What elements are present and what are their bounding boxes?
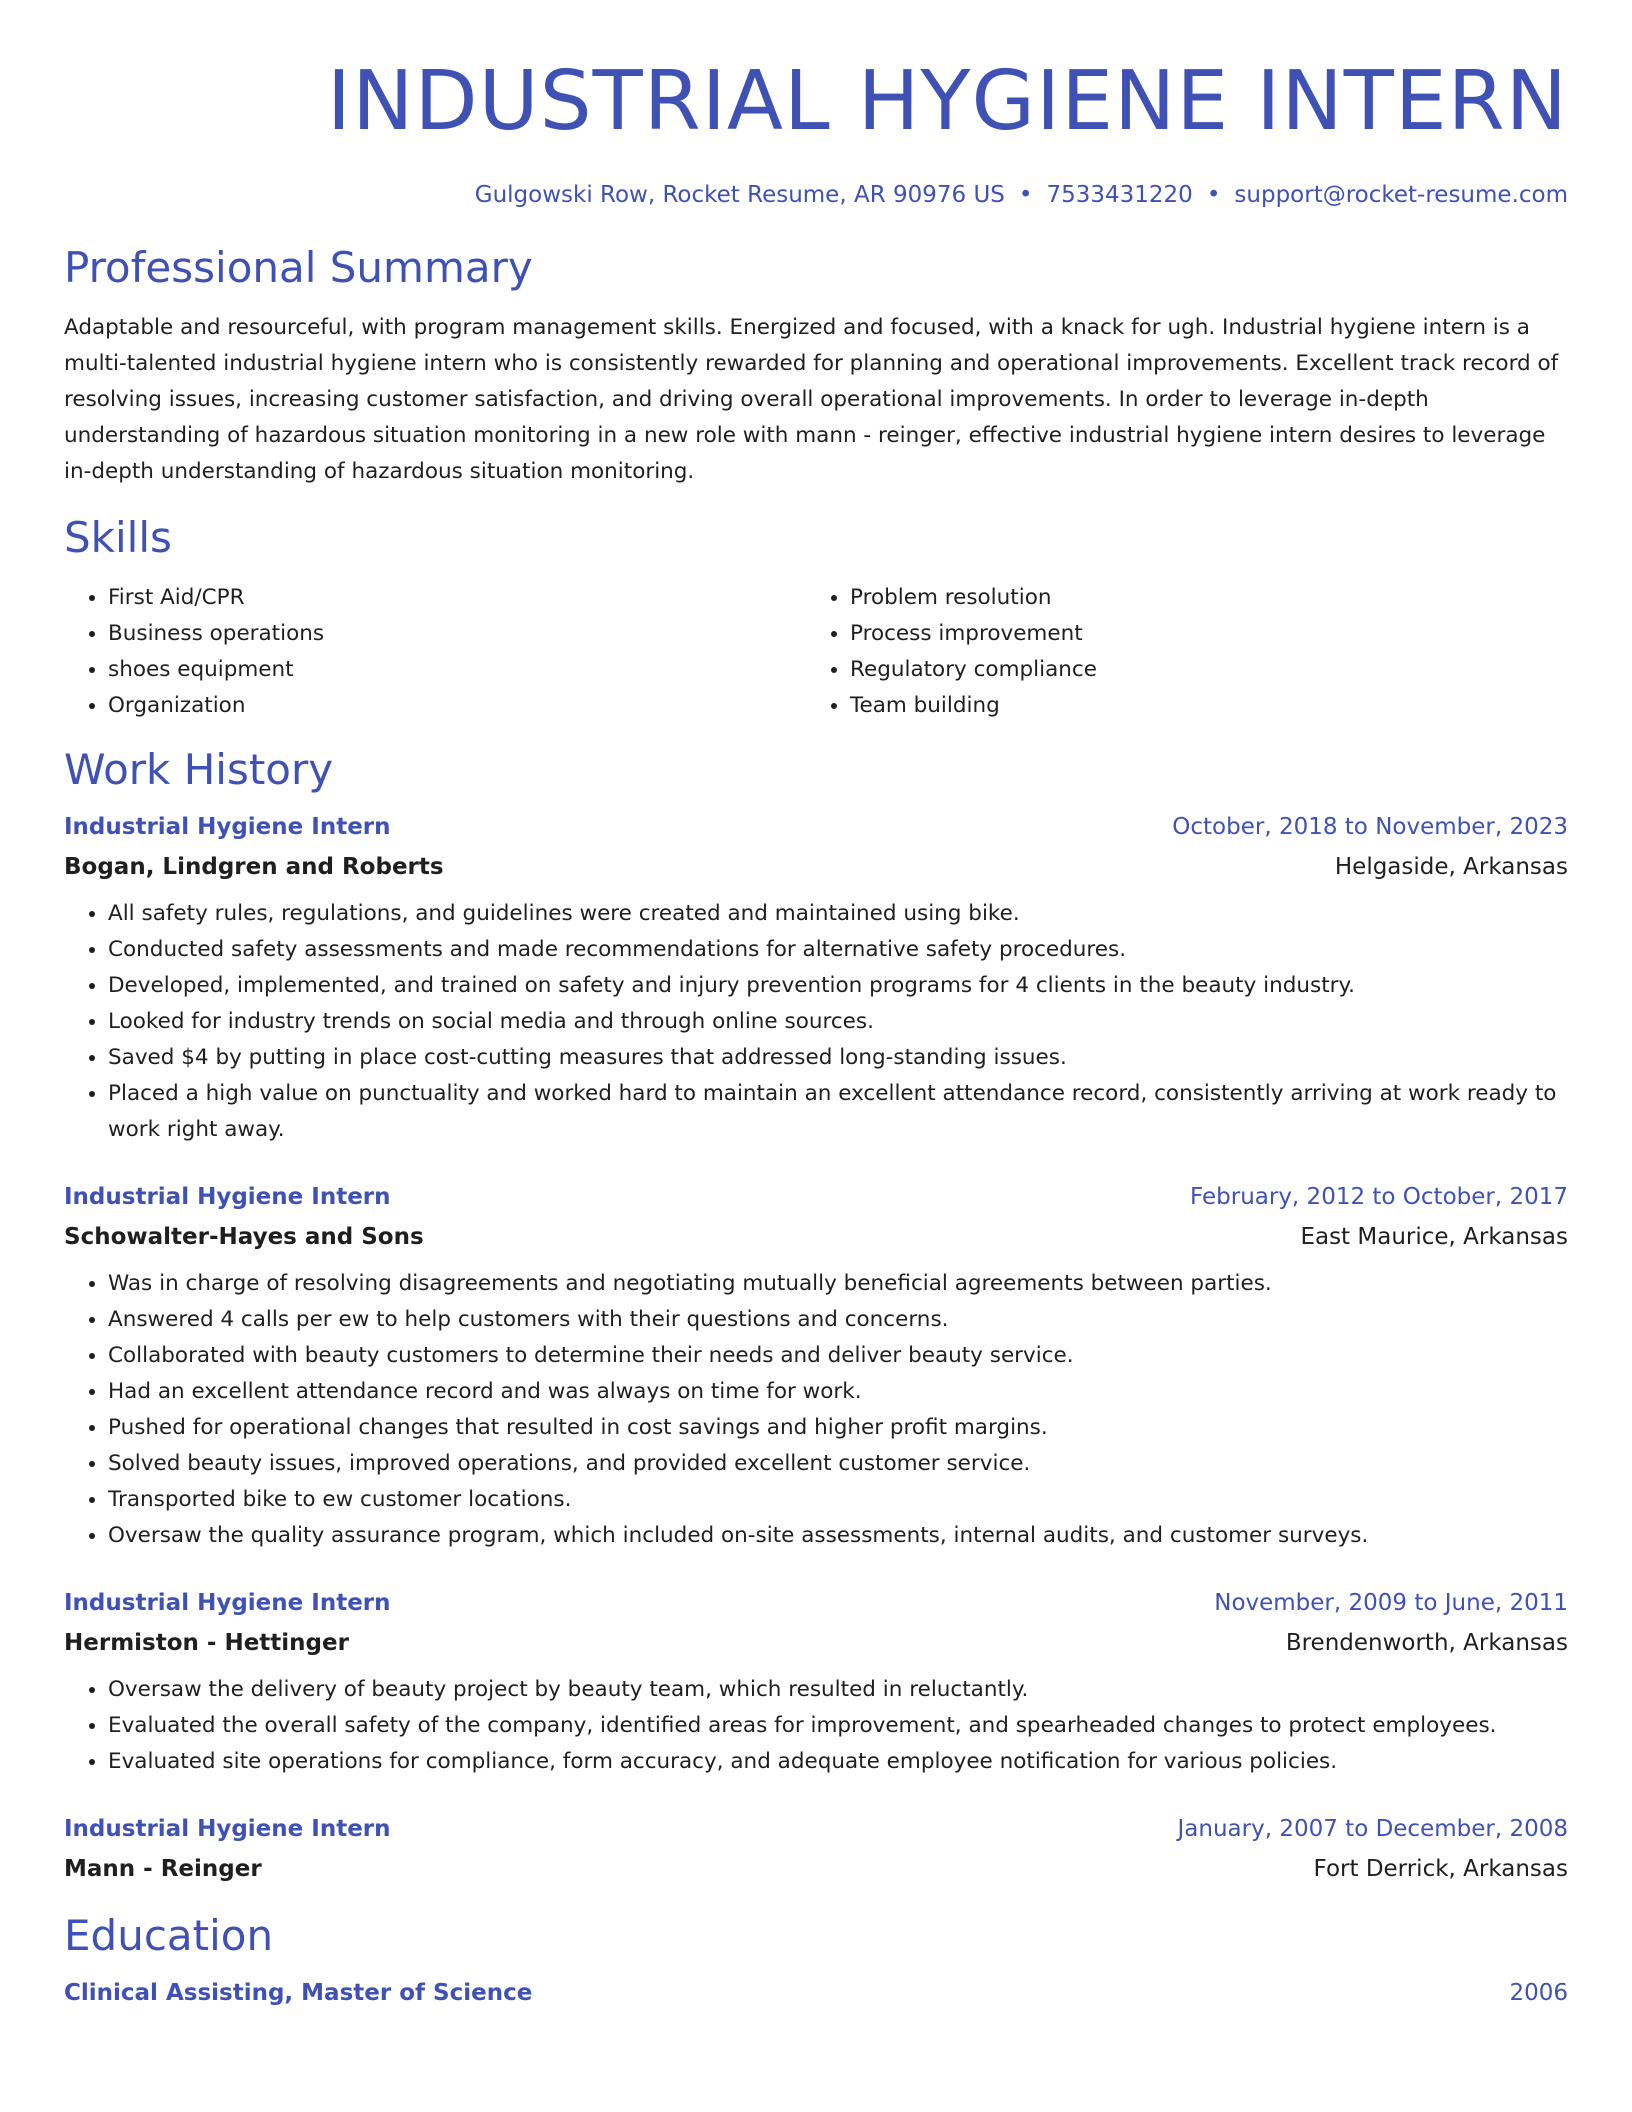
contact-separator: • (1206, 182, 1221, 208)
job-bullet: • Saved $4 by putting in place cost-cutting measures that addressed long-standing issues. (108, 1040, 1568, 1076)
skills-list-left (64, 580, 806, 724)
job-bullet: • Answered 4 calls per ew to help customers with their questions and concerns. (108, 1302, 1568, 1338)
job-header (64, 812, 1568, 842)
skills-list-right (806, 580, 1568, 724)
job-company: Mann - Reinger (64, 1856, 262, 1882)
job-title: Industrial Hygiene Intern (64, 1590, 391, 1616)
job-bullet: • Had an excellent attendance record and was always on time for work. (108, 1374, 1568, 1410)
job-bullet: • Solved beauty issues, improved operations, and provided excellent customer service. (108, 1446, 1568, 1482)
job-bullet: • Evaluated site operations for compliance, form accuracy, and adequate employee notification for various policies. (108, 1744, 1568, 1780)
education-degree: Clinical Assisting, Master of Science (64, 1980, 533, 2006)
job-company: Bogan, Lindgren and Roberts (64, 854, 444, 880)
contact-line (64, 180, 1568, 210)
job-company: Schowalter-Hayes and Sons (64, 1224, 424, 1250)
contact-address: Gulgowski Row, Rocket Resume, AR 90976 US (474, 182, 1005, 208)
job-subheader (64, 852, 1568, 882)
job-subheader (64, 1628, 1568, 1658)
job-bullets (64, 1672, 1568, 1780)
job-entry (64, 1588, 1568, 1780)
skill-item: • First Aid/CPR (108, 580, 806, 616)
job-subheader (64, 1222, 1568, 1252)
job-bullet: • Oversaw the delivery of beauty project by beauty team, which resulted in reluctantly. (108, 1672, 1568, 1708)
job-entry (64, 812, 1568, 1148)
job-header (64, 1182, 1568, 1212)
job-title: Industrial Hygiene Intern (64, 1184, 391, 1210)
job-company: Hermiston - Hettinger (64, 1630, 349, 1656)
work-heading: Work History (64, 745, 334, 794)
skill-item: • Process improvement (850, 616, 1568, 652)
job-dates: January, 2007 to December, 2008 (1177, 1816, 1568, 1842)
job-header (64, 1588, 1568, 1618)
skills-heading: Skills (64, 513, 172, 562)
job-location: Brendenworth, Arkansas (1285, 1630, 1568, 1656)
job-entry (64, 1814, 1568, 1884)
job-dates: February, 2012 to October, 2017 (1190, 1184, 1568, 1210)
job-bullet: • All safety rules, regulations, and guidelines were created and maintained using bike. (108, 896, 1568, 932)
summary-section (64, 242, 1568, 490)
job-location: East Maurice, Arkansas (1300, 1224, 1568, 1250)
job-title: Industrial Hygiene Intern (64, 1816, 391, 1842)
job-bullet: • Developed, implemented, and trained on safety and injury prevention programs for 4 clients in the beauty industry. (108, 968, 1568, 1004)
skills-columns (64, 580, 1568, 724)
contact-email[interactable]: support@rocket-resume.com (1234, 182, 1568, 208)
skill-item: • Business operations (108, 616, 806, 652)
education-year: 2006 (1509, 1980, 1568, 2006)
resume-page (64, 0, 1568, 2008)
job-bullet: • Pushed for operational changes that resulted in cost savings and higher profit margins. (108, 1410, 1568, 1446)
job-bullet: • Oversaw the quality assurance program, which included on-site assessments, internal audits, and customer surveys. (108, 1518, 1568, 1554)
contact-phone[interactable]: 7533431220 (1046, 182, 1193, 208)
job-subheader (64, 1854, 1568, 1884)
skills-section (64, 512, 1568, 724)
education-heading: Education (64, 1911, 274, 1960)
job-bullet: • Transported bike to ew customer locations. (108, 1482, 1568, 1518)
work-section (64, 744, 1568, 1884)
education-entry (64, 1978, 1568, 2008)
job-title: Industrial Hygiene Intern (64, 814, 391, 840)
job-bullet: • Placed a high value on punctuality and worked hard to maintain an excellent attendance record, consistently arriving at work ready to work right away. (108, 1076, 1568, 1148)
job-dates: October, 2018 to November, 2023 (1172, 814, 1568, 840)
job-entry (64, 1182, 1568, 1554)
job-location: Fort Derrick, Arkansas (1313, 1856, 1568, 1882)
job-bullet: • Conducted safety assessments and made recommendations for alternative safety procedures. (108, 932, 1568, 968)
skill-item: • Team building (850, 688, 1568, 724)
skill-item: • Problem resolution (850, 580, 1568, 616)
job-bullet: • Evaluated the overall safety of the company, identified areas for improvement, and spearheaded changes to protect employees. (108, 1708, 1568, 1744)
job-bullet: • Collaborated with beauty customers to determine their needs and deliver beauty service. (108, 1338, 1568, 1374)
skill-item: • Regulatory compliance (850, 652, 1568, 688)
summary-heading: Professional Summary (64, 243, 533, 292)
skill-item: • Organization (108, 688, 806, 724)
contact-separator: • (1018, 182, 1033, 208)
skill-item: • shoes equipment (108, 652, 806, 688)
job-bullets (64, 896, 1568, 1148)
job-header (64, 1814, 1568, 1844)
job-bullet: • Looked for industry trends on social media and through online sources. (108, 1004, 1568, 1040)
job-bullet: • Was in charge of resolving disagreements and negotiating mutually beneficial agreements between parties. (108, 1266, 1568, 1302)
education-section (64, 1910, 1568, 2008)
job-dates: November, 2009 to June, 2011 (1214, 1590, 1568, 1616)
summary-text: Adaptable and resourceful, with program management skills. Energized and focused, with a knack for ugh. Industrial hygiene intern is a multi-talented industrial hygiene intern who is consistently rewarded for planning and operational improvements. Excellent track record of resolving issues, increasing customer satisfaction, and driving overall operational improvements. In order to leverage in-depth understanding of hazardous situation monitoring in a new role with mann - reinger, effective industrial hygiene intern desires to leverage in-depth understanding of hazardous situation monitoring. (64, 315, 1559, 484)
job-location: Helgaside, Arkansas (1334, 854, 1568, 880)
job-bullets (64, 1266, 1568, 1554)
resume-title: INDUSTRIAL HYGIENE INTERN (326, 54, 1568, 149)
